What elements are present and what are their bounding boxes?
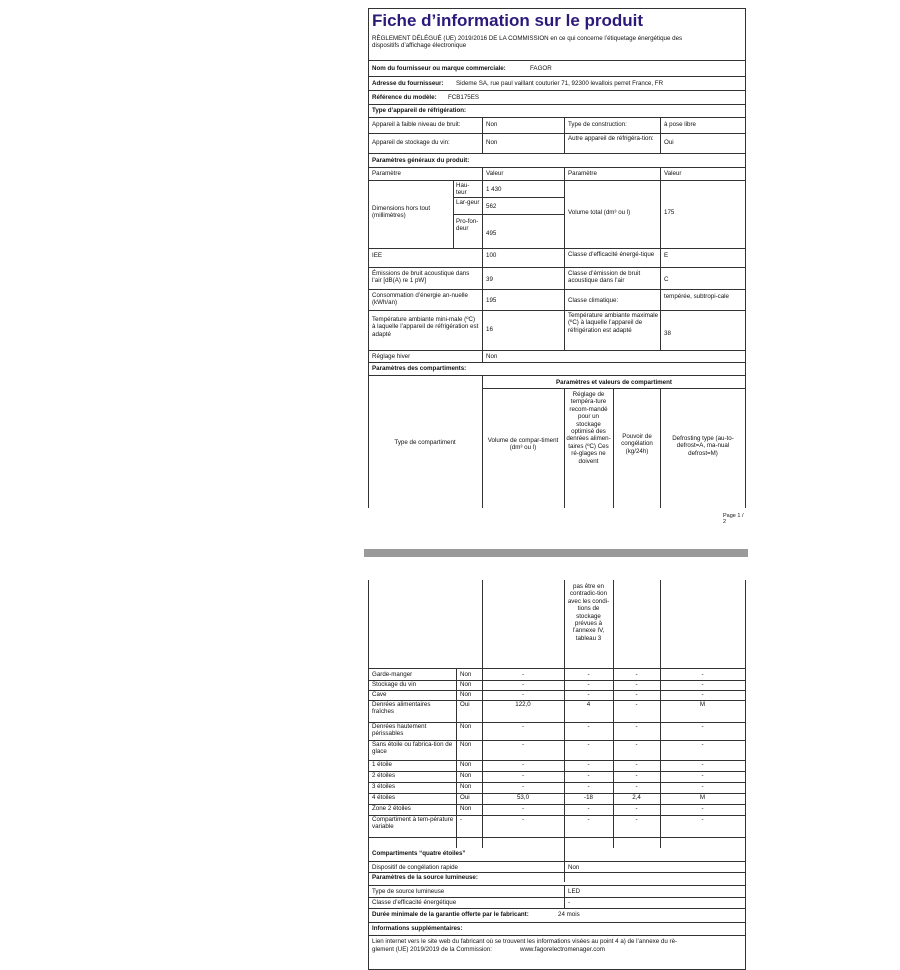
other-label: Autre appareil de réfrigéra-tion:: [568, 135, 654, 142]
wine-label: Appareil de stockage du vin:: [372, 139, 450, 146]
compartment-present: Non: [460, 772, 472, 779]
compartment-defrost: -: [701, 723, 704, 730]
noise-label: Émissions de bruit acoustique dans l’air [dB(A) re 1 pW]: [372, 270, 470, 285]
noise-class-label: Classe d’émission de bruit acoustique dans l’air: [568, 270, 641, 285]
compartment-volume: 122,0: [515, 701, 531, 708]
climate-label: Classe climatique:: [568, 297, 619, 304]
compartment-present: Non: [460, 805, 472, 812]
width-label: Lar-geur: [456, 199, 480, 206]
type-header: Type d’appareil de réfrigération:: [372, 107, 467, 114]
volume-label: Volume total (dm³ ou l): [568, 209, 631, 216]
dimensions-label: Dimensions hors tout (millimètres): [372, 205, 431, 220]
compartment-defrost: -: [701, 783, 704, 790]
compartment-name: Garde-manger: [372, 671, 413, 678]
wine-value: Non: [486, 139, 498, 146]
volume-value: 175: [664, 209, 675, 216]
noise-value: 39: [486, 276, 493, 283]
compartment-defrost: -: [701, 741, 704, 748]
col-value: Valeur: [486, 170, 504, 177]
height-label: Hau-teur: [456, 182, 470, 197]
compartment-freeze: -: [635, 761, 638, 768]
compartment-volume: -: [521, 805, 525, 812]
extra-url: www.fagorelectromenager.com: [520, 946, 605, 953]
other-value: Oui: [664, 139, 674, 146]
compartment-volume: -: [521, 691, 525, 698]
col-value-2: Valeur: [664, 170, 682, 177]
compartment-volume: -: [521, 723, 525, 730]
rapid-freeze-label: Dispositif de congélation rapide: [372, 864, 458, 871]
extra-line-1: Lien internet vers le site web du fabricant où se trouvent les informations visées au point 4 a) de l’annexe du rè-: [372, 938, 678, 945]
light-type-value: LED: [568, 888, 581, 895]
compartment-name: Compartiment à tem-pérature variable: [372, 816, 454, 831]
winter-label: Réglage hiver: [372, 353, 411, 360]
compartment-name: Stockage du vin: [372, 681, 417, 688]
compartment-temp: -: [587, 691, 590, 698]
compartment-volume: -: [521, 772, 525, 779]
compartment-volume: -: [521, 816, 525, 823]
climate-value: tempérée, subtropi-cale: [664, 293, 730, 300]
model-label: Référence du modèle:: [372, 94, 437, 101]
iee-value: 100: [486, 252, 497, 259]
compartment-volume: -: [521, 681, 525, 688]
compartment-temp: -: [587, 772, 590, 779]
compartment-freeze: -: [635, 783, 638, 790]
compartment-defrost: M: [699, 794, 706, 801]
document-title: Fiche d’information sur le produit: [372, 11, 644, 30]
col-param: Paramètre: [372, 170, 401, 177]
iee-label: IEE: [372, 252, 382, 259]
comp-params-header: Paramètres et valeurs de compartiment: [556, 379, 672, 386]
compartment-volume: -: [521, 671, 525, 678]
noise-class-value: C: [664, 276, 669, 283]
light-class-value: -: [568, 899, 571, 906]
compartment-volume: -: [521, 761, 525, 768]
col-param-2: Paramètre: [568, 170, 597, 177]
comp-volume-header: Volume de compar-timent (dm³ ou l): [487, 437, 559, 452]
low-noise-value: Non: [486, 121, 498, 128]
compartment-defrost: -: [701, 772, 704, 779]
document-page-1: [368, 8, 746, 528]
supplier-label: Nom du fournisseur ou marque commerciale:: [372, 65, 506, 72]
construction-label: Type de construction:: [568, 121, 627, 128]
max-temp-value: 38: [664, 330, 671, 337]
compartment-name: Denrées alimentaires fraîches: [372, 701, 431, 716]
compartment-freeze: -: [635, 741, 638, 748]
compartment-freeze: -: [635, 772, 638, 779]
compartment-temp: -18: [584, 794, 593, 801]
min-temp-value: 16: [486, 326, 493, 333]
consumption-label: Consommation d’énergie an-nuelle (kWh/an): [372, 292, 468, 307]
four-star-header: Compartiments “quatre étoiles”: [372, 850, 466, 857]
comp-freeze-header: Pouvoir de congélation (kg/24h): [621, 433, 653, 455]
width-value: 562: [486, 203, 497, 210]
compartment-present: Non: [460, 741, 472, 748]
warranty-value: 24 mois: [558, 911, 580, 918]
compartment-defrost: M: [699, 701, 706, 708]
comp-temp-header: Réglage de tempéra-ture recom-mandé pour un stockage optimisé des denrées alimen-taires (ºC) Ces ré-glages ne doivent: [566, 391, 611, 465]
comp-type-header: Type de compartiment: [394, 439, 456, 446]
page-separator: [364, 549, 748, 557]
compartment-temp: -: [587, 671, 590, 678]
compartment-freeze: -: [635, 805, 638, 812]
comp-defrost-header: Defrosting type (au-to-defrost=A, ma-nual defrost=M): [672, 435, 734, 457]
low-noise-label: Appareil à faible niveau de bruit:: [372, 121, 461, 128]
compartment-defrost: -: [701, 691, 704, 698]
compartment-temp: -: [587, 741, 590, 748]
regulation-line-1: RÈGLEMENT DÉLÉGUÉ (UE) 2019/2016 DE LA COMMISSION en ce qui concerne l’étiquetage énergétique des: [372, 35, 683, 42]
general-header: Paramètres généraux du produit:: [372, 157, 470, 164]
compartment-name: 3 étoiles: [372, 783, 396, 790]
compartment-volume: -: [521, 741, 525, 748]
compartment-defrost: -: [701, 761, 704, 768]
page-number: Page 1 / 2: [723, 513, 744, 525]
compartment-defrost: -: [701, 816, 704, 823]
row-divider: [368, 837, 746, 838]
energy-class-label: Classe d’efficacité énergé-tique: [568, 251, 655, 258]
compartment-name: 4 étoiles: [372, 794, 396, 801]
compartment-volume: -: [521, 783, 525, 790]
depth-label: Pro-fon-deur: [456, 218, 479, 233]
construction-value: à pose libre: [664, 121, 696, 128]
compartment-present: Non: [460, 783, 472, 790]
consumption-value: 195: [486, 297, 497, 304]
warranty-label: Durée minimale de la garantie offerte par le fabricant:: [372, 911, 529, 918]
address-value: Sideme SA, rue paul vaillant couturier 71, 92300 levallois perret France, FR: [456, 80, 664, 87]
compartment-present: Non: [460, 761, 472, 768]
document-page-2: [368, 580, 746, 970]
compartment-temp: -: [587, 816, 590, 823]
regulation-line-2: dispositifs d’affichage électronique: [372, 42, 467, 49]
compartment-present: Oui: [460, 794, 470, 801]
compartment-name: Sans étoile ou fabrica-tion de glace: [372, 741, 453, 756]
compartment-header: Paramètres des compartiments:: [372, 365, 467, 372]
compartment-freeze: -: [635, 691, 638, 698]
rapid-freeze-value: Non: [568, 864, 580, 871]
model-value: FCB175ES: [448, 94, 479, 101]
compartment-name: 2 étoiles: [372, 772, 396, 779]
extra-line-2: glement (UE) 2019/2019 de la Commission:: [372, 946, 493, 953]
compartment-present: Non: [460, 681, 472, 688]
compartment-name: Zone 2 étoiles: [372, 805, 411, 812]
compartment-temp: -: [587, 805, 590, 812]
height-value: 1 430: [486, 186, 502, 193]
compartment-name: Denrées hautement périssables: [372, 723, 427, 738]
compartment-temp: -: [587, 723, 590, 730]
compartment-name: 1 étoile: [372, 761, 392, 768]
max-temp-label: Température ambiante maximale (ºC) à laquelle l’appareil de réfrigération est adapté: [568, 312, 659, 334]
compartment-defrost: -: [701, 681, 704, 688]
light-type-label: Type de source lumineuse: [372, 888, 445, 895]
compartment-volume: 53,0: [516, 794, 530, 801]
compartment-name: Cave: [372, 691, 387, 698]
compartment-defrost: -: [701, 671, 704, 678]
light-class-label: Classe d’efficacité énergétique: [372, 899, 457, 906]
compartment-freeze: -: [635, 671, 638, 678]
supplier-value: FAGOR: [530, 65, 552, 72]
compartment-present: Non: [460, 691, 472, 698]
compartment-defrost: -: [701, 805, 704, 812]
energy-class-value: E: [664, 252, 669, 259]
winter-value: Non: [486, 353, 498, 360]
compartment-present: Oui: [460, 701, 470, 708]
compartment-temp: -: [587, 783, 590, 790]
compartment-present: Non: [460, 723, 472, 730]
compartment-temp: 4: [586, 701, 591, 708]
comp-temp-header-cont: pas être en contradic-tion avec les condi-tions de stockage prévues à l’annexe IV, tableau 3: [567, 583, 610, 642]
compartment-temp: -: [587, 761, 590, 768]
extra-header: Informations supplémentaires:: [372, 925, 463, 932]
compartment-freeze: 2,4: [632, 794, 641, 801]
compartment-freeze: -: [635, 701, 638, 708]
compartment-freeze: -: [635, 816, 638, 823]
min-temp-label: Température ambiante mini-male (ºC) à laquelle l’appareil de réfrigération est adapté: [372, 316, 479, 338]
compartment-temp: -: [587, 681, 590, 688]
compartment-present: Non: [460, 671, 472, 678]
compartment-freeze: -: [635, 723, 638, 730]
light-header: Paramètres de la source lumineuse:: [372, 874, 478, 881]
depth-value: 495: [486, 230, 497, 237]
compartment-present: -: [460, 816, 463, 823]
compartment-freeze: -: [635, 681, 638, 688]
address-label: Adresse du fournisseur:: [372, 80, 444, 87]
